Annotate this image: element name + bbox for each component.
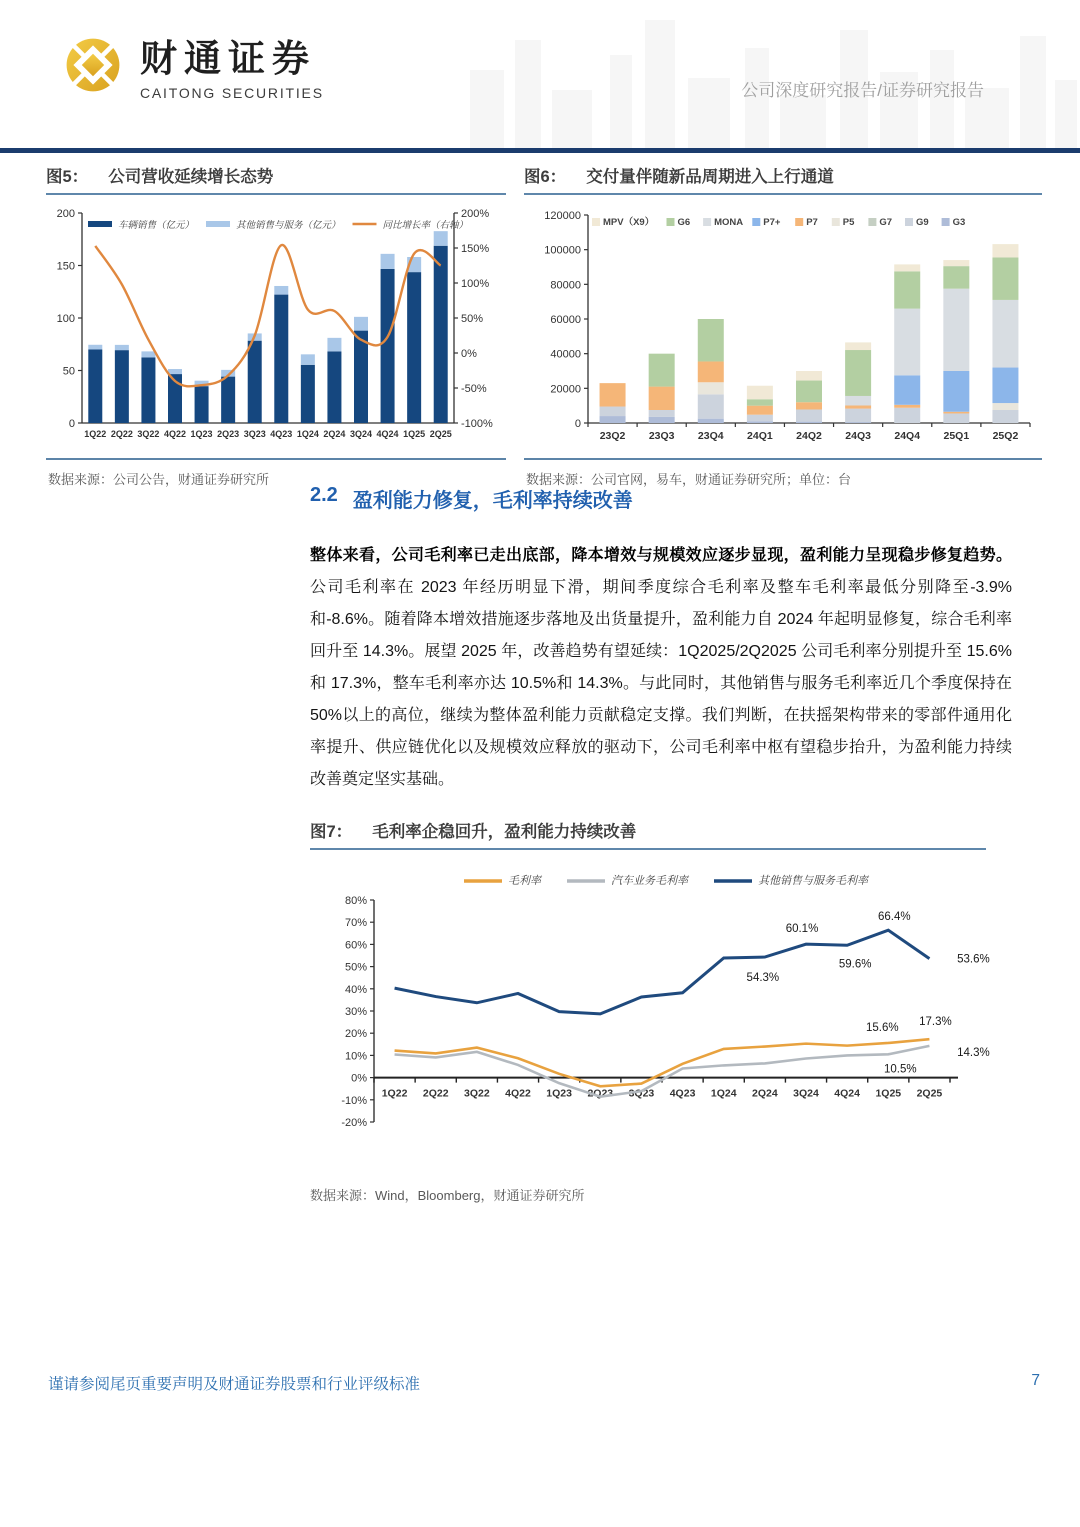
skyline-decoration	[460, 0, 1080, 148]
svg-text:2Q23: 2Q23	[217, 429, 240, 439]
svg-text:60000: 60000	[550, 314, 581, 326]
svg-text:1Q25: 1Q25	[875, 1087, 902, 1100]
logo-chinese-name: 财通证券	[140, 39, 316, 80]
svg-text:其他销售与服务（亿元）: 其他销售与服务（亿元）	[236, 220, 341, 231]
svg-text:0: 0	[574, 418, 581, 430]
svg-text:2Q24: 2Q24	[323, 429, 346, 439]
svg-text:100000: 100000	[544, 244, 581, 257]
page-footer	[48, 1372, 1040, 1394]
svg-text:1Q25: 1Q25	[403, 429, 426, 439]
svg-text:60.1%: 60.1%	[785, 923, 819, 936]
section-heading	[310, 484, 1012, 513]
svg-text:25Q2: 25Q2	[992, 430, 1019, 442]
svg-text:MPV（X9）: MPV（X9）	[603, 217, 655, 228]
svg-text:2Q23: 2Q23	[587, 1087, 614, 1100]
svg-text:24Q1: 24Q1	[747, 430, 773, 442]
figure5-chart	[46, 201, 506, 458]
svg-text:4Q23: 4Q23	[669, 1087, 696, 1100]
svg-text:0: 0	[68, 418, 75, 430]
svg-text:200%: 200%	[461, 208, 490, 220]
paragraph-body: 公司毛利率在 2023 年经历明显下滑，期间季度综合毛利率及整车毛利率最低分别降至-3.9%和-8.6%。随着降本增效措施逐步落地及出货量提升，盈利能力自 2024 年起明显修复，综合毛利率回升至 14.3%。展望 2025 年，改善趋势有望延续：1Q2025/2Q2025 公司毛利率分别提升至 15.6%和 17.3%，整车毛利率亦达 10.5%和 14.3%。与此同时，其他销售与服务毛利率近几个季度保持在 50%以上的高位，继续为整体盈利能力贡献稳定支撑。我们判断，在扶摇架构带来的零部件通用化率提升、供应链优化以及规模效应释放的驱动下，公司毛利率中枢有望稳步抬升，为盈利能力持续改善奠定坚实基础。	[310, 579, 1012, 788]
page-number: 7	[1031, 1372, 1040, 1389]
svg-text:30%: 30%	[344, 1006, 367, 1018]
svg-text:50%: 50%	[344, 961, 367, 974]
svg-text:-100%: -100%	[461, 418, 493, 430]
figure7-chart	[324, 864, 1012, 1171]
svg-text:1Q23: 1Q23	[190, 429, 213, 439]
figure7-title-rule	[310, 848, 986, 850]
svg-text:3Q24: 3Q24	[349, 429, 373, 439]
section-paragraph	[310, 540, 1012, 796]
svg-text:3Q23: 3Q23	[243, 429, 266, 439]
svg-text:3Q22: 3Q22	[137, 429, 160, 439]
svg-text:200: 200	[56, 208, 75, 220]
svg-text:23Q2: 23Q2	[599, 430, 626, 442]
svg-text:4Q22: 4Q22	[163, 429, 187, 439]
svg-text:G6: G6	[677, 217, 691, 228]
figure6-block	[524, 166, 1042, 488]
svg-text:3Q22: 3Q22	[464, 1087, 490, 1100]
svg-text:其他销售与服务毛利率: 其他销售与服务毛利率	[758, 875, 868, 887]
figure6-chart	[524, 201, 1042, 458]
svg-text:53.6%: 53.6%	[957, 953, 990, 966]
svg-text:2Q22: 2Q22	[110, 429, 133, 439]
svg-text:4Q22: 4Q22	[505, 1087, 531, 1100]
svg-text:毛利率: 毛利率	[508, 875, 541, 887]
svg-text:20000: 20000	[550, 383, 581, 396]
figure7-label: 图7：	[310, 823, 353, 841]
svg-text:同比增长率（右轴）: 同比增长率（右轴）	[382, 220, 469, 231]
footer-disclaimer: 谨请参阅尾页重要声明及财通证券股票和行业评级标准	[48, 1376, 421, 1393]
svg-text:2Q22: 2Q22	[422, 1087, 449, 1100]
logo-english-name: CAITONG SECURITIES	[140, 85, 324, 101]
svg-text:100: 100	[56, 313, 75, 325]
svg-text:1Q22: 1Q22	[84, 429, 107, 439]
svg-text:1Q24: 1Q24	[710, 1087, 737, 1100]
svg-text:14.3%: 14.3%	[957, 1046, 990, 1059]
figure7-title-text: 毛利率企稳回升，盈利能力持续改善	[372, 823, 637, 841]
svg-text:40%: 40%	[344, 983, 367, 996]
section-title: 盈利能力修复，毛利率持续改善	[352, 490, 633, 512]
figure7-title	[310, 821, 1012, 843]
svg-text:2Q25: 2Q25	[916, 1087, 943, 1100]
svg-text:4Q24: 4Q24	[376, 429, 399, 439]
svg-text:50%: 50%	[461, 313, 484, 325]
svg-text:10%: 10%	[344, 1050, 367, 1063]
svg-text:120000: 120000	[544, 210, 581, 222]
svg-text:17.3%: 17.3%	[919, 1016, 952, 1029]
svg-text:P5: P5	[842, 217, 855, 228]
svg-text:车辆销售（亿元）: 车辆销售（亿元）	[118, 220, 195, 231]
svg-text:P7+: P7+	[763, 217, 781, 228]
svg-text:23Q4: 23Q4	[697, 430, 724, 442]
svg-text:80000: 80000	[550, 279, 581, 292]
figure6-title	[524, 166, 1042, 188]
svg-text:23Q3: 23Q3	[648, 430, 675, 442]
svg-text:P7: P7	[806, 217, 818, 228]
svg-text:G9: G9	[916, 217, 929, 228]
figure5-label: 图5：	[46, 168, 89, 186]
svg-text:59.6%: 59.6%	[838, 958, 872, 971]
svg-text:50: 50	[62, 365, 75, 378]
figure5-block	[46, 166, 506, 488]
company-logo	[60, 28, 324, 101]
figure6-title-text: 交付量伴随新品周期进入上行通道	[586, 168, 834, 186]
figure7-block	[310, 821, 1012, 1204]
svg-text:40000: 40000	[550, 348, 581, 361]
svg-text:66.4%: 66.4%	[877, 911, 911, 924]
svg-text:-20%: -20%	[341, 1117, 367, 1129]
svg-text:汽车业务毛利率: 汽车业务毛利率	[611, 875, 688, 887]
svg-text:54.3%: 54.3%	[746, 972, 780, 985]
svg-text:10.5%: 10.5%	[883, 1063, 917, 1076]
svg-text:G3: G3	[952, 217, 966, 228]
page-header	[0, 0, 1080, 148]
figure6-title-rule	[524, 193, 1042, 195]
svg-text:2Q25: 2Q25	[429, 429, 452, 439]
figure7-source: 数据来源：Wind，Bloomberg，财通证券研究所	[310, 1188, 585, 1203]
svg-text:24Q4: 24Q4	[894, 430, 921, 442]
svg-text:1Q22: 1Q22	[381, 1087, 408, 1100]
svg-text:4Q24: 4Q24	[834, 1087, 860, 1100]
svg-text:150%: 150%	[461, 243, 490, 255]
svg-text:G7: G7	[879, 217, 893, 228]
svg-text:-10%: -10%	[341, 1094, 367, 1107]
svg-text:100%: 100%	[461, 278, 490, 290]
svg-text:24Q2: 24Q2	[796, 430, 822, 442]
figure6-source: 数据来源：公司官网，易车，财通证券研究所；单位：台	[526, 472, 852, 487]
svg-text:2Q24: 2Q24	[752, 1087, 778, 1100]
caitong-logo-icon	[60, 32, 126, 98]
section-2-2	[310, 484, 1012, 1204]
figure6-label: 图6：	[524, 168, 567, 186]
svg-text:20%: 20%	[344, 1028, 367, 1041]
svg-text:70%: 70%	[344, 917, 367, 930]
header-divider	[0, 148, 1080, 153]
svg-text:1Q23: 1Q23	[546, 1087, 572, 1100]
svg-text:24Q3: 24Q3	[845, 430, 871, 442]
figure5-source: 数据来源：公司公告，财通证券研究所	[48, 472, 270, 487]
svg-text:3Q24: 3Q24	[793, 1087, 819, 1100]
svg-text:3Q23: 3Q23	[628, 1087, 655, 1100]
figures-row	[46, 166, 1042, 488]
svg-text:4Q23: 4Q23	[270, 429, 293, 439]
svg-text:15.6%: 15.6%	[865, 1021, 899, 1034]
svg-text:80%: 80%	[344, 895, 367, 907]
section-number: 2.2	[310, 484, 338, 506]
figure5-title-rule	[46, 193, 506, 195]
svg-text:60%: 60%	[344, 939, 367, 952]
svg-text:150: 150	[56, 260, 75, 273]
svg-text:0%: 0%	[351, 1072, 367, 1085]
svg-text:MONA: MONA	[714, 217, 744, 228]
svg-text:1Q24: 1Q24	[296, 429, 319, 439]
report-type-label: 公司深度研究报告/证券研究报告	[741, 81, 984, 100]
svg-text:25Q1: 25Q1	[943, 430, 970, 442]
svg-text:-50%: -50%	[461, 383, 487, 395]
figure5-title	[46, 166, 506, 188]
paragraph-lead-bold: 整体来看，公司毛利率已走出底部，降本增效与规模效应逐步显现，盈利能力呈现稳步修复趋势。	[310, 547, 1012, 564]
svg-text:0%: 0%	[461, 348, 477, 360]
figure5-title-text: 公司营收延续增长态势	[108, 168, 274, 186]
